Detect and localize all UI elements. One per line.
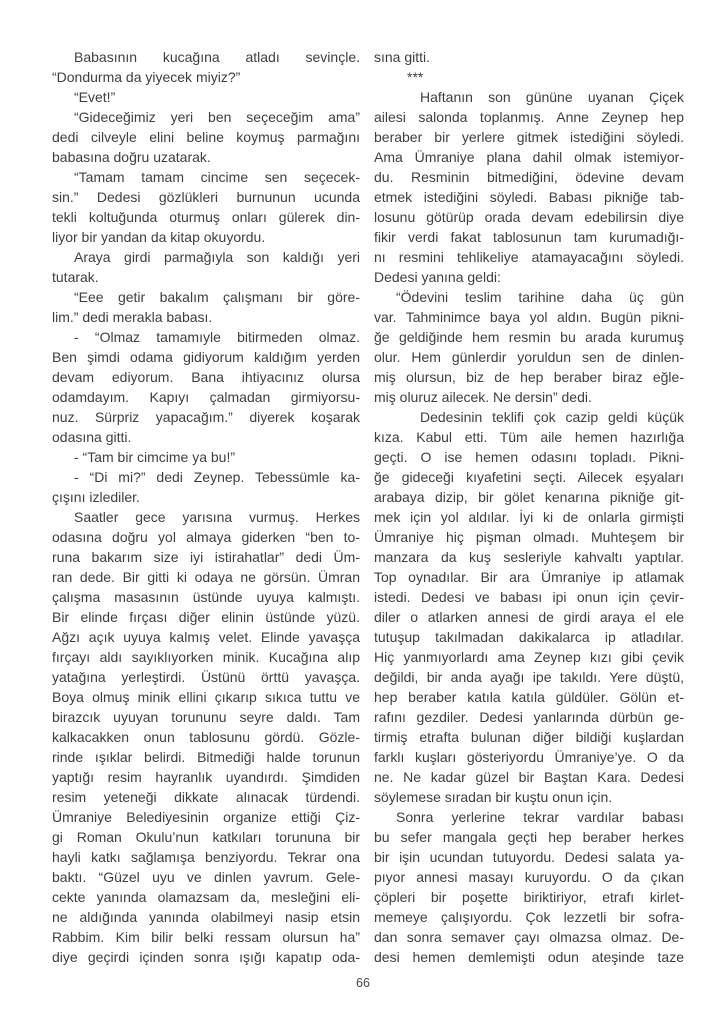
right-column — [374, 47, 684, 967]
text-line: var. Tahminimce baya yol aldın. Bugün pikni- — [374, 309, 684, 325]
text-line: bu sefer mangala geçti hep beraber herkes — [374, 829, 684, 845]
text-line: söylemese sıradan bir kuştu onun için. — [374, 789, 613, 805]
text-line: yatağına yerleştirdi. Üstünü örttü yavaşça. — [52, 669, 360, 685]
text-line: hep beraber katıla katıla güldüler. Gölün et- — [374, 689, 684, 705]
section-separator: *** — [407, 69, 424, 85]
text-line: du. Resminin bitmediğini, ödevine devam — [374, 169, 684, 185]
text-line: Bir elinde fırçası diğer elinin üstünde yüzü. — [52, 609, 360, 625]
text-line: istedi. Dedesi ve babası ipi onun için çevir- — [374, 589, 684, 605]
text-line: ne aldığında yanında olabilmeyi nasip etsin — [52, 909, 360, 925]
text-line: Top oynadılar. Bir ara Ümraniye ip atlamak — [374, 569, 684, 585]
text-line: tutarak. — [52, 269, 99, 285]
text-line: bir işin ucundan tutuyordu. Dedesi salata ya- — [374, 849, 684, 865]
text-line: etmek istediğini söyledi. Babası pikniğe tab- — [374, 189, 684, 205]
text-line: diye geçirdi içinden sonra ışığı kapatıp oda- — [52, 949, 360, 965]
text-line: ğe gideceği kıyafetini seçti. Ailecek eşyaları — [374, 469, 684, 485]
text-line: gi Roman Okulu’nun katkıları torununa bir — [52, 829, 360, 845]
text-line: beraber bir yerlere gitmek istediğini söyledi. — [374, 129, 684, 145]
text-line: fırçayı aldı sayıklıyorken minik. Kucağına alıp — [52, 649, 360, 665]
text-line: ne. Ne kadar güzel bir Baştan Kara. Dedesi — [374, 769, 684, 785]
left-column — [52, 47, 360, 967]
text-line: Hiç yanmıyorlardı ama Zeynep kızı gibi çevik — [374, 649, 684, 665]
text-line: arabaya dizip, bir gölet kenarına pikniğe git- — [374, 489, 684, 505]
text-line: fikir verdi fakat tablosunun tam kurumadığı- — [374, 229, 684, 245]
text-line: Haftanın son gününe uyanan Çiçek — [420, 89, 684, 105]
text-line: Ağzı açık uyuya kalmış velet. Elinde yavaşça — [52, 629, 360, 645]
text-line: “Evet!” — [74, 89, 116, 105]
text-line: dan sonra semaver çayı olmazsa olmaz. De- — [374, 929, 684, 945]
text-line: odasına gitti. — [52, 429, 132, 445]
text-line: sin.” Dedesi gözlükleri burnunun ucunda — [52, 189, 360, 205]
text-line: farklı kuşları gösteriyordu Ümraniye’ye. O da — [374, 749, 684, 765]
text-line: pıyor annesi masayı kuruyordu. O da çıkan — [374, 869, 684, 885]
text-line: diler o atlarken annesi de girdi araya el ele — [374, 609, 684, 625]
text-line: nı resmini tehlikeliye atamayacağını söyledi. — [374, 249, 684, 265]
text-line: lim.” dedi merakla babası. — [52, 309, 213, 325]
text-line: değildi, bir anda ayağı ipe takıldı. Yere düştü, — [374, 669, 684, 685]
text-line: - “Tam bir cimcime ya bu!” — [74, 449, 236, 465]
text-columns — [52, 47, 684, 967]
text-line: kıza. Kabul etti. Tüm aile hemen hazırlığa — [374, 429, 684, 445]
text-line: desi hemen demlemişti odun ateşinde taze — [374, 949, 684, 965]
text-line: “Ödevini teslim tarihine daha üç gün — [396, 289, 684, 305]
text-line: çalışma masasının üstünde uyuya kalmıştı. — [52, 589, 360, 605]
text-line: geçti. O ise hemen odasını topladı. Pikni- — [374, 449, 684, 465]
text-line: Ama Ümraniye plana dahil olmak istemiyor- — [374, 149, 684, 165]
text-line: tekli koltuğunda oturmuş onları gülerek din- — [52, 209, 360, 225]
text-line: “Dondurma da yiyecek miyiz?” — [52, 69, 241, 85]
text-line: Ben şimdi odama gidiyorum kaldığım yerden — [52, 349, 360, 365]
text-line: - “Olmaz tamamıyle bitirmeden olmaz. — [74, 329, 360, 345]
text-line: liyor bir yandan da kitap okuyordu. — [52, 229, 266, 245]
text-line: birazcık uyuyan torununu seyre daldı. Tam — [52, 709, 360, 725]
text-line: baktı. “Güzel uyu ve dinlen yavrum. Gele- — [52, 869, 360, 885]
text-line: Araya girdi parmağıyla son kaldığı yeri — [74, 249, 360, 265]
text-line: tutuşup takılmadan dakikalarca ip atladılar. — [374, 629, 684, 645]
text-line: Ümraniye Belediyesinin organize ettiği Çiz- — [52, 809, 360, 825]
text-line: hayli katkı sağlamışa benziyordu. Tekrar ona — [52, 849, 360, 865]
text-line: Dedesinin teklifi çok cazip geldi küçük — [420, 409, 684, 425]
text-line: rinde ışıklar belirdi. Bitmediği halde torunun — [52, 749, 360, 765]
text-line: runa bakarım size iyi istirahatlar” dedi Üm- — [52, 549, 360, 565]
text-line: babasına doğru uzatarak. — [52, 149, 211, 165]
text-line: olur. Hem günlerdir yoruldun sen de dinlen- — [374, 349, 684, 365]
text-line: yaptığı resim hayranlık uyandırdı. Şimdiden — [52, 769, 360, 785]
text-line: - “Di mi?” dedi Zeynep. Tebessümle ka- — [74, 469, 360, 485]
text-line: nuz. Sürpriz yapacağım.” diyerek koşarak — [52, 409, 360, 425]
text-line: Babasının kucağına atladı sevinçle. — [74, 49, 360, 65]
text-line: odamdayım. Kapıyı çalmadan girmiyorsu- — [52, 389, 360, 405]
text-line: “Eee getir bakalım çalışmanı bir göre- — [74, 289, 360, 305]
text-line: rafını gezdiler. Dedesi yanlarında dürbün ge- — [374, 709, 684, 725]
text-line: losunu götürüp orada devam edebilirsin diye — [374, 209, 684, 225]
text-line: sına gitti. — [374, 49, 431, 65]
text-line: miş oluruz ailecek. Ne dersin” dedi. — [374, 389, 592, 405]
text-line: Rabbim. Kim bilir belki ressam olursun ha” — [52, 929, 360, 945]
text-line: Boya olmuş minik ellini çıkarıp sıkıca tuttu ve — [52, 689, 360, 705]
text-line: ğe geldiğinde hem resmin bu arada kurumuş — [374, 329, 684, 345]
text-line: devam ediyorum. Bana ihtiyacınız olursa — [52, 369, 360, 385]
text-line: mek için yol aldılar. İyi ki de onlarla girmişti — [374, 509, 684, 525]
text-line: manzara da kuş sesleriyle kahvaltı yaptılar. — [374, 549, 684, 565]
text-line: tirmiş etrafta bulunan diğer bildiği kuşlardan — [374, 729, 684, 745]
text-line: odasına doğru yol almaya giderken “ben to- — [52, 529, 360, 545]
text-line: ailesi salonda toplanmış. Anne Zeynep hep — [374, 109, 684, 125]
text-line: kalkacakken onun tablosunu gördü. Gözle- — [52, 729, 360, 745]
text-line: memeye çalışıyordu. Çok lezzetli bir sofra- — [374, 909, 684, 925]
text-line: çışını izlediler. — [52, 489, 140, 505]
text-line: miş olursun, biz de hep beraber biraz eğle- — [374, 369, 684, 385]
text-line: çöpleri bir poşette biriktiriyor, etrafı kirlet- — [374, 889, 684, 905]
text-line: dedi cilveyle elini beline koymuş parmağını — [52, 129, 360, 145]
text-line: ran dede. Bir gitti ki odaya ne görsün. Ümran — [52, 569, 360, 585]
text-line: Saatler gece yarısına vurmuş. Herkes — [74, 509, 360, 525]
text-line: resim yeteneği dikkate alınacak türdendi. — [52, 789, 360, 805]
text-line: “Gideceğimiz yeri ben seçeceğim ama” — [74, 109, 360, 125]
page-number: 66 — [356, 976, 370, 990]
text-line: Ümraniye hiç pişman olmadı. Muhteşem bir — [374, 529, 684, 545]
text-line: cekte yanında olamazsam da, mesleğini eli- — [52, 889, 360, 905]
text-line: “Tamam tamam cincime sen seçecek- — [74, 169, 360, 185]
text-line: Sonra yerlerine tekrar vardılar babası — [396, 809, 684, 825]
text-line: Dedesi yanına geldi: — [374, 269, 501, 285]
